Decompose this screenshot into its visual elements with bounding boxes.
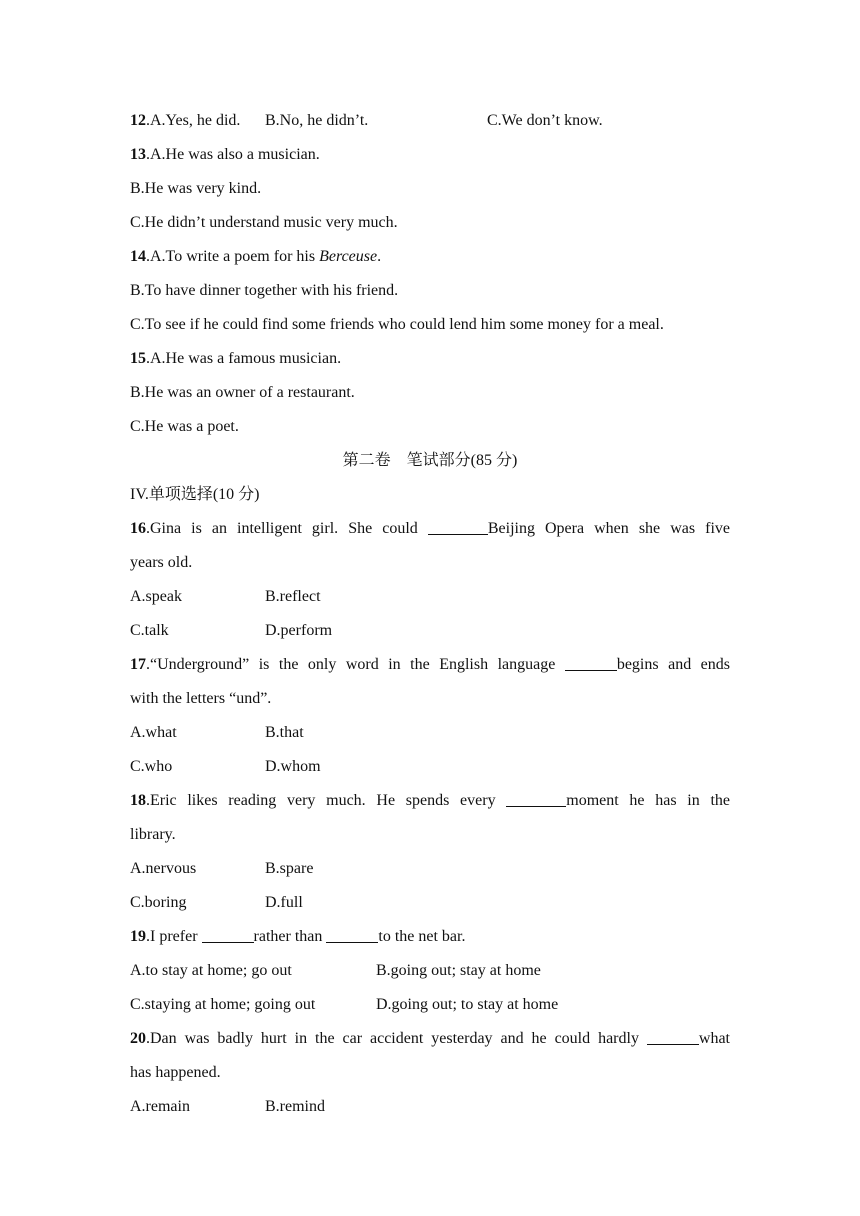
question-12-option-c: C.We don’t know. (487, 112, 603, 129)
question-number: 12 (130, 112, 146, 129)
question-20-option-a: A.remain (130, 1098, 190, 1115)
question-13-option-c: C.He didn’t understand music very much. (130, 214, 398, 231)
answer-blank (647, 1028, 699, 1045)
stem-text-end: to the net bar. (378, 928, 466, 945)
question-17-option-c: C.who (130, 758, 173, 775)
stem-text-end: begins and ends (616, 656, 730, 673)
option-a-text: .A.He was a famous musician. (146, 350, 342, 367)
answer-blank-1 (202, 926, 254, 943)
question-18-option-c: C.boring (130, 894, 187, 911)
question-19-option-c: C.staying at home; going out (130, 996, 316, 1013)
question-17-option-b: B.that (265, 724, 304, 741)
part-title: IV.单项选择(10 分) (130, 486, 260, 503)
stem-text-end: moment he has in the (566, 792, 730, 809)
question-14-option-a (130, 240, 381, 274)
question-number: 19 (130, 928, 146, 945)
question-19-option-d: D.going out; to stay at home (376, 996, 559, 1013)
question-16-option-d: D.perform (265, 622, 333, 639)
question-number: 15 (130, 350, 146, 367)
question-20-stem-cont: has happened. (130, 1064, 221, 1081)
question-17-option-a: A.what (130, 724, 177, 741)
question-17-stem-cont: with the letters “und”. (130, 690, 272, 707)
question-18-option-a: A.nervous (130, 860, 197, 877)
stem-text: .I prefer (146, 928, 202, 945)
question-17-option-d: D.whom (265, 758, 321, 775)
option-a-end: . (377, 248, 382, 265)
question-16-stem (130, 512, 730, 546)
question-12-option-b: B.No, he didn’t. (265, 112, 369, 129)
question-20-option-b: B.remind (265, 1098, 325, 1115)
question-19-option-a: A.to stay at home; go out (130, 962, 292, 979)
question-19-option-b: B.going out; stay at home (376, 962, 541, 979)
question-number: 14 (130, 248, 146, 265)
answer-blank-2 (326, 926, 378, 943)
stem-text-mid: rather than (253, 928, 327, 945)
question-number: 16 (130, 520, 146, 537)
question-19-stem (130, 920, 465, 954)
question-number: 17 (130, 656, 146, 673)
section-title: 第二卷 笔试部分(85 分) (342, 452, 518, 469)
question-16-option-a: A.speak (130, 588, 182, 605)
option-a-text: .A.He was also a musician. (146, 146, 320, 163)
question-16-stem-cont: years old. (130, 554, 193, 571)
option-a-text: .A.To write a poem for his (146, 248, 320, 265)
question-14-option-b: B.To have dinner together with his friend. (130, 282, 399, 299)
answer-blank (565, 654, 617, 671)
italic-title: Berceuse (319, 248, 378, 265)
stem-text: .Dan was badly hurt in the car accident yesterday and he could hardly (146, 1030, 647, 1047)
question-18-option-b: B.spare (265, 860, 314, 877)
question-13-option-b: B.He was very kind. (130, 180, 262, 197)
answer-blank (428, 518, 488, 535)
stem-text-end: Beijing Opera when she was five (487, 520, 730, 537)
option-a: .A.Yes, he did. (146, 112, 241, 129)
question-14-option-c: C.To see if he could find some friends who could lend him some money for a meal. (130, 316, 664, 333)
question-15-option-c: C.He was a poet. (130, 418, 239, 435)
question-18-stem-cont: library. (130, 826, 176, 843)
question-12-options (130, 104, 240, 138)
question-number: 13 (130, 146, 146, 163)
question-13-option-a (130, 138, 320, 172)
stem-text-end: what (698, 1030, 730, 1047)
question-15-option-a (130, 342, 341, 376)
question-18-option-d: D.full (265, 894, 303, 911)
question-20-stem (130, 1022, 730, 1056)
question-number: 20 (130, 1030, 146, 1047)
stem-text: .Eric likes reading very much. He spends every (146, 792, 507, 809)
question-17-stem (130, 648, 730, 682)
question-15-option-b: B.He was an owner of a restaurant. (130, 384, 355, 401)
answer-blank (506, 790, 566, 807)
stem-text: .Gina is an intelligent girl. She could (146, 520, 428, 537)
question-16-option-c: C.talk (130, 622, 169, 639)
question-16-option-b: B.reflect (265, 588, 321, 605)
question-number: 18 (130, 792, 146, 809)
stem-text: .“Underground” is the only word in the English language (146, 656, 565, 673)
question-18-stem (130, 784, 730, 818)
